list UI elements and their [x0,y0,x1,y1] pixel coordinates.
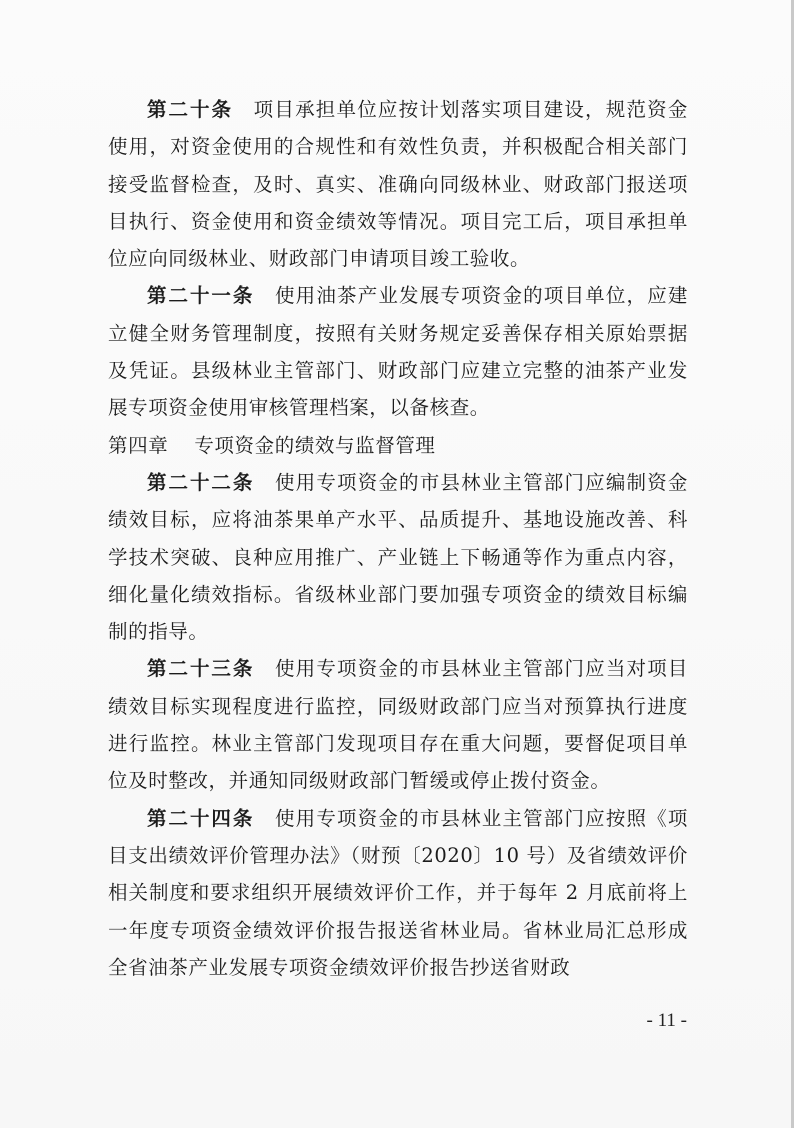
article-21-text: 使用油茶产业发展专项资金的项目单位，应建立健全财务管理制度，按照有关财务规定妥善保存相关原始票据及凭证。县级林业主管部门、财政部门应建立完整的油茶产业发展专项资金使用审核管理档案，以备核查。 [108,284,688,420]
article-20-text: 项目承担单位应按计划落实项目建设，规范资金使用，对资金使用的合规性和有效性负责，并积极配合相关部门接受监督检查，及时、真实、准确向同级林业、财政部门报送项目执行、资金使用和资金绩效等情况。项目完工后，项目承担单位应向同级林业、财政部门申请项目竣工验收。 [108,98,688,271]
article-24-heading: 第二十四条 [147,806,255,830]
document-body [108,91,688,986]
chapter-number: 第四章 [108,433,169,457]
article-23-paragraph [108,650,688,799]
chapter-title: 专项资金的绩效与监督管理 [194,433,436,457]
page-number: - 11 - [646,1010,687,1031]
article-22-text: 使用专项资金的市县林业主管部门应编制资金绩效目标，应将油茶果单产水平、品质提升、基地设施改善、科学技术突破、良种应用推广、产业链上下畅通等作为重点内容，细化量化绩效指标。省级林业部门要加强专项资金的绩效目标编制的指导。 [108,470,688,644]
article-22-heading: 第二十二条 [147,470,255,494]
article-20-paragraph [108,91,688,277]
article-24-paragraph [108,800,688,986]
article-22-paragraph [108,464,688,650]
article-21-paragraph [108,277,688,426]
article-23-heading: 第二十三条 [147,657,255,681]
article-23-text: 使用专项资金的市县林业主管部门应当对项目绩效目标实现程度进行监控，同级财政部门应当对预算执行进度进行监控。林业主管部门发现项目存在重大问题，要督促项目单位及时整改，并通知同级财政部门暂缓或停止拨付资金。 [108,657,688,793]
article-21-heading: 第二十一条 [147,284,255,308]
chapter-heading [108,427,688,464]
article-24-text: 使用专项资金的市县林业主管部门应按照《项目支出绩效评价管理办法》（财预〔2020〕10 号）及省绩效评价相关制度和要求组织开展绩效评价工作，并于每年 2 月底前将上一年度专项资金绩效评价报告报送省林业局。省林业局汇总形成全省油茶产业发展专项资金绩效评价报告抄送省财政 [108,806,688,979]
article-20-heading: 第二十条 [147,98,234,121]
